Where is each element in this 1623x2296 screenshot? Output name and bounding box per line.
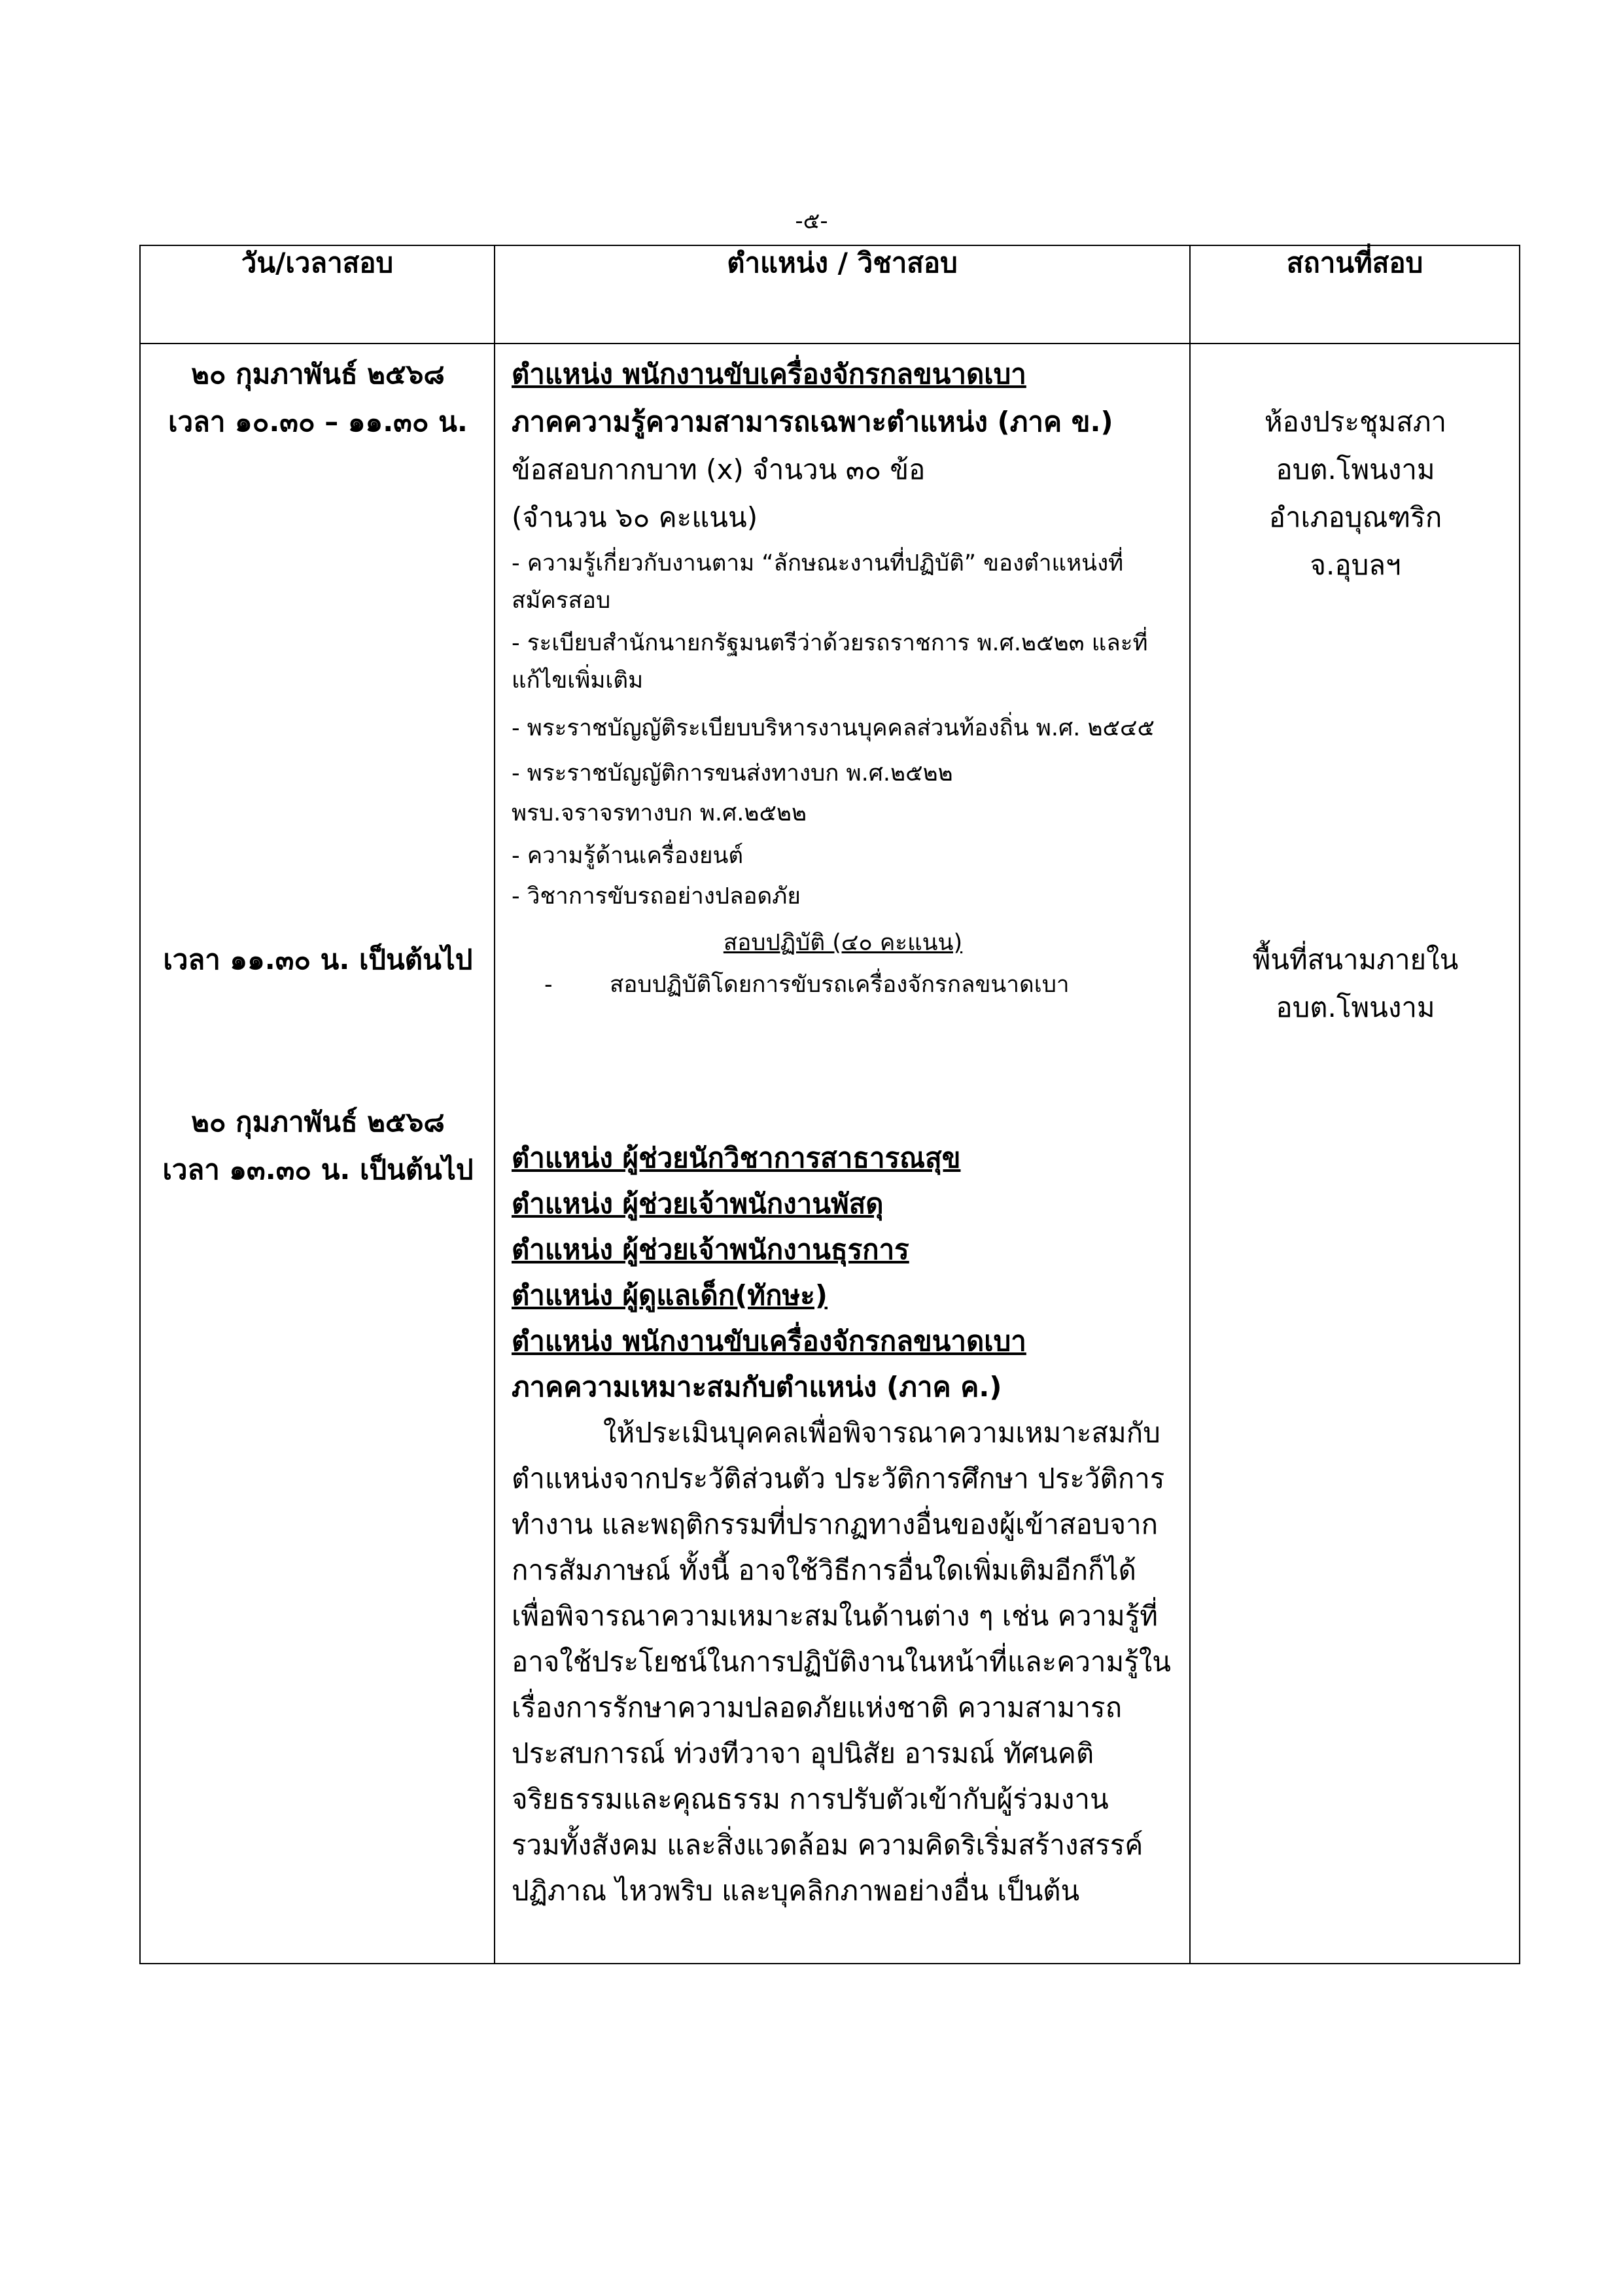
practical-time: เวลา ๑๑.๓๐ น. เป็นต้นไป (163, 944, 473, 976)
location-line: อำเภอบุณฑริก (1268, 501, 1442, 533)
description-line: การสัมภาษณ์ ทั้งนี้ อาจใช้วิธีการอื่นใดเพิ่มเติมอีกก็ได้ (512, 1554, 1136, 1586)
topic-line: - พระราชบัญญัติระเบียบบริหารงานบุคคลส่วนท้องถิ่น พ.ศ. ๒๕๔๕ (512, 715, 1155, 741)
table-header-row (140, 245, 1520, 344)
exam-score: (จำนวน ๖๐ คะแนน) (512, 501, 758, 533)
topic-line: สมัครสอบ (512, 588, 611, 614)
header-exam-location: สถานที่สอบ (1190, 245, 1520, 344)
position-title: ตำแหน่ง ผู้ช่วยเจ้าพนักงานพัสดุ (512, 1188, 884, 1220)
location-line: ห้องประชุมสภา (1264, 406, 1447, 438)
practical-item: สอบปฏิบัติโดยการขับรถเครื่องจักรกลขนาดเบา (610, 972, 1070, 998)
exam-schedule-table (139, 245, 1520, 1964)
topic-line: - วิชาการขับรถอย่างปลอดภัย (512, 883, 801, 910)
description-line: จริยธรรมและคุณธรรม การปรับตัวเข้ากับผู้ร่วมงาน (512, 1783, 1109, 1815)
position-title: ตำแหน่ง ผู้ดูแลเด็ก(ทักษะ) (512, 1279, 828, 1311)
topic-line: - ความรู้เกี่ยวกับงานตาม “ลักษณะงานที่ปฏิบัติ” ของตำแหน่งที่ (512, 550, 1124, 576)
exam-format: ข้อสอบกากบาท (x) จำนวน ๓๐ ข้อ (512, 453, 926, 486)
practical-location-line: อบต.โพนงาม (1276, 991, 1435, 1023)
practical-dash: - (544, 972, 553, 998)
position-title: ตำแหน่ง ผู้ช่วยนักวิชาการสาธารณสุข (512, 1142, 961, 1174)
session1-date: ๒๐ กุมภาพันธ์ ๒๕๖๘ (191, 358, 445, 390)
session1-position-title: ตำแหน่ง พนักงานขับเครื่องจักรกลขนาดเบา (512, 358, 1026, 390)
topic-line: - พระราชบัญญัติการขนส่งทางบก พ.ศ.๒๕๒๒ (512, 760, 953, 786)
page-number: -๕- (795, 208, 828, 234)
topic-line: - ระเบียบสำนักนายกรัฐมนตรีว่าด้วยรถราชการ พ.ศ.๒๕๒๓ และที่ (512, 630, 1148, 656)
part-b-title: ภาคความรู้ความสามารถเฉพาะตำแหน่ง (ภาค ข.) (512, 406, 1113, 438)
location-line: จ.อุบลฯ (1310, 549, 1401, 581)
topic-line: แก้ไขเพิ่มเติม (512, 667, 644, 694)
position-subject-cell (495, 344, 1190, 1964)
description-line: อาจใช้ประโยชน์ในการปฏิบัติงานในหน้าที่และความรู้ใน (512, 1646, 1171, 1678)
exam-location-cell (1190, 344, 1520, 1964)
description-line: รวมทั้งสังคม และสิ่งแวดล้อม ความคิดริเริ่มสร้างสรรค์ (512, 1829, 1143, 1861)
header-date-time: วัน/เวลาสอบ (140, 245, 495, 344)
topic-line: - ความรู้ด้านเครื่องยนต์ (512, 843, 744, 869)
description-line: ทำงาน และพฤติกรรมที่ปรากฏทางอื่นของผู้เข้าสอบจาก (512, 1508, 1159, 1540)
description-line: ตำแหน่งจากประวัติส่วนตัว ประวัติการศึกษา ประวัติการ (512, 1462, 1165, 1494)
practical-location-line: พื้นที่สนามภายใน (1252, 944, 1459, 976)
date-time-cell (140, 344, 495, 1964)
session2-date: ๒๐ กุมภาพันธ์ ๒๕๖๘ (191, 1106, 445, 1138)
description-line: ให้ประเมินบุคคลเพื่อพิจารณาความเหมาะสมกับ (603, 1417, 1161, 1449)
position-title: ตำแหน่ง ผู้ช่วยเจ้าพนักงานธุรการ (512, 1233, 909, 1265)
header-position-subject: ตำแหน่ง / วิชาสอบ (495, 245, 1190, 344)
location-line: อบต.โพนงาม (1276, 453, 1435, 486)
position-title: ตำแหน่ง พนักงานขับเครื่องจักรกลขนาดเบา (512, 1325, 1026, 1357)
description-line: ปฏิภาณ ไหวพริบ และบุคลิกภาพอย่างอื่น เป็นต้น (512, 1875, 1080, 1907)
description-line: ประสบการณ์ ท่วงทีวาจา อุปนิสัย อารมณ์ ทัศนคติ (512, 1737, 1094, 1769)
practical-title: สอบปฏิบัติ (๔๐ คะแนน) (723, 930, 963, 956)
topic-line: พรบ.จราจรทางบก พ.ศ.๒๕๒๒ (512, 800, 807, 826)
session1-time: เวลา ๑๐.๓๐ – ๑๑.๓๐ น. (168, 406, 468, 438)
session2-time: เวลา ๑๓.๓๐ น. เป็นต้นไป (162, 1154, 474, 1186)
table-body-row (140, 344, 1520, 1964)
description-line: เรื่องการรักษาความปลอดภัยแห่งชาติ ความสามารถ (512, 1691, 1123, 1723)
part-c-title: ภาคความเหมาะสมกับตำแหน่ง (ภาค ค.) (512, 1371, 1002, 1403)
description-line: เพื่อพิจารณาความเหมาะสมในด้านต่าง ๆ เช่น ความรู้ที่ (512, 1600, 1158, 1632)
